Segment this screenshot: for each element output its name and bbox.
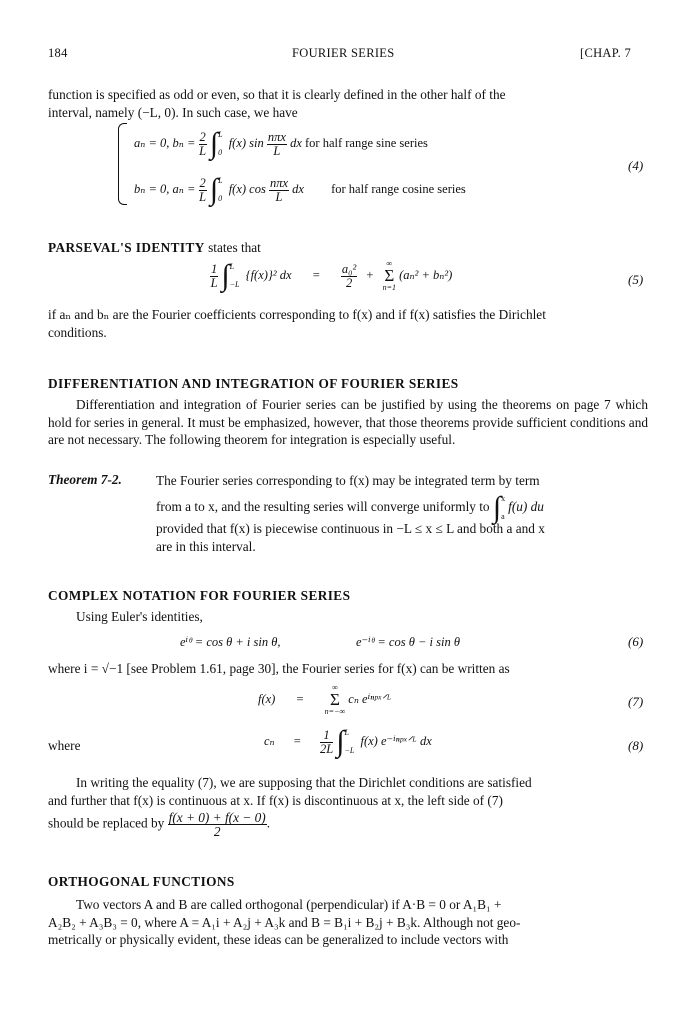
where-label: where <box>48 738 81 753</box>
intro-line: function is specified as odd or even, so that it is clearly defined in the other half of the <box>48 87 506 102</box>
theorem-line: are in this interval. <box>156 539 256 554</box>
complex-heading: COMPLEX NOTATION FOR FOURIER SERIES <box>48 588 351 603</box>
theorem-line: from a to x, and the resulting series will converge uniformly to ∫ x a f(u) du <box>156 491 544 524</box>
half-range-cosine-equation: bₙ = 0, aₙ = $\frac{2}{L}$ ∫ L 0 f(x) cos $\frac{\text{nπx}}{L}$ dx for half range cosine series <box>134 173 466 206</box>
complex-paragraph: In writing the equality (7), we are supposing that the Dirichlet conditions are satisfied and further that f(x) is continuous at x. If f(x) is discontinuous at x, the left side of (7) should be replaced by $\frac{f(x + 0) + f(x - 0)}{2}$ . <box>48 775 532 839</box>
parseval-heading: PARSEVAL'S IDENTITY states that <box>48 240 261 255</box>
euler-identity-1: eⁱᶿ = cos θ + i sin θ, <box>180 635 281 649</box>
theorem-line: provided that f(x) is piecewise continuous in −L ≤ x ≤ L and both a and x <box>156 521 545 536</box>
half-range-cosine-label: for half range cosine series <box>331 181 466 196</box>
orthogonal-paragraph: Two vectors A and B are called orthogonal (perpendicular) if A·B = 0 or A₁B₁ + A₂B₂ + A₃B₃ = 0, where A = A₁i + A₂j + A₃k and B = B₁i + B₂j + B₃k. Although not geo- metrically or physically evident, these ideas can be generalized to include vectors with <box>48 897 521 947</box>
complex-series-equation: f(x) = ∞ Σ n=−∞ cₙ eⁱⁿᵖˣᐟᴸ <box>258 683 392 716</box>
theorem-label: Theorem 7-2. <box>48 472 122 487</box>
equation-number-5: (5) <box>628 272 644 287</box>
equation-number-4: (4) <box>628 158 644 173</box>
half-range-sine-equation: aₙ = 0, bₙ = $\frac{2}{L}$ ∫ L 0 f(x) sin $\frac{\text{nπx}}{L}$ dx for half range sine series <box>134 127 428 160</box>
running-title: FOURIER SERIES <box>292 46 395 60</box>
equation-brace <box>118 123 127 205</box>
chapter-label: [CHAP. 7 <box>580 46 632 60</box>
differentiation-paragraph: Differentiation and integration of Fourier series can be justified by using the theorems on page 7 which hold for series in general. It must be emphasized, however, that those theorems provide sufficient conditions and are not necessary. The following theorem for integration is especially useful. <box>48 397 648 447</box>
parseval-after: if aₙ and bₙ are the Fourier coefficients corresponding to f(x) and if f(x) satisfies the Dirichlet conditions. <box>48 307 546 340</box>
page-number: 184 <box>48 46 68 60</box>
orthogonal-heading: ORTHOGONAL FUNCTIONS <box>48 874 235 889</box>
half-range-sine-label: for half range sine series <box>305 135 428 150</box>
complex-intro: Using Euler's identities, <box>76 609 203 624</box>
equation-number-8: (8) <box>628 738 644 753</box>
intro-paragraph <box>48 86 648 121</box>
complex-where-line: where i = √−1 [see Problem 1.61, page 30], the Fourier series for f(x) can be written as <box>48 661 510 676</box>
equation-number-7: (7) <box>628 694 644 709</box>
euler-identity-2: e⁻ⁱᶿ = cos θ − i sin θ <box>356 635 460 649</box>
equation-number-6: (6) <box>628 634 644 649</box>
parseval-equation: $\frac{1}{L}$ ∫ L −L {f(x)}² dx = $\frac{\text{a₀²}}{2}$ + ∞ Σ n=1 (aₙ² + bₙ²) <box>210 259 453 292</box>
cn-equation: cₙ = $\frac{1}{2L}$ ∫ L −L f(x) e⁻ⁱⁿᵖˣᐟᴸ dx <box>264 725 432 758</box>
intro-line: interval, namely (−L, 0). In such case, we have <box>48 104 298 120</box>
differentiation-heading: DIFFERENTIATION AND INTEGRATION OF FOURIER SERIES <box>48 376 459 391</box>
theorem-line: The Fourier series corresponding to f(x) may be integrated term by term <box>156 473 540 488</box>
